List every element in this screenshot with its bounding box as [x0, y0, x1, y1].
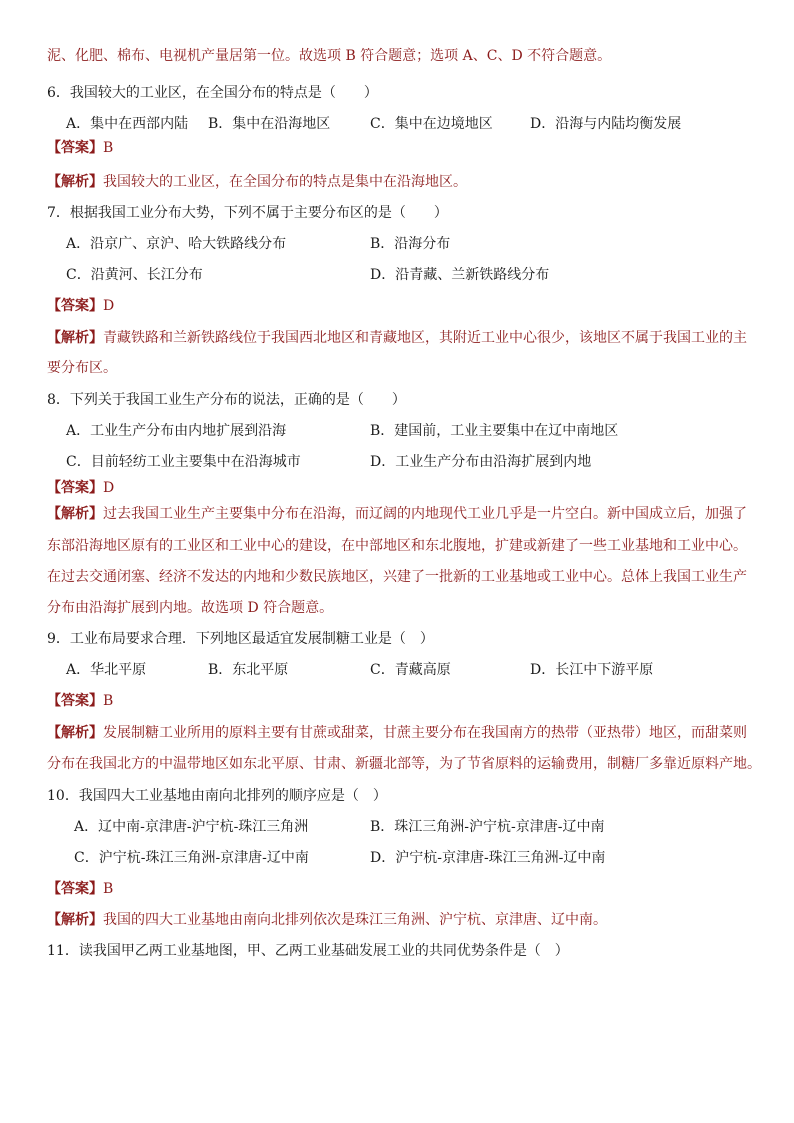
analysis-label: 【解析】 — [47, 330, 103, 346]
question-9-option-d: D．长江中下游平原 — [530, 662, 654, 678]
question-6-option-b: B．集中在沿海地区 — [208, 116, 331, 132]
question-6-stem: 6．我国较大的工业区，在全国分布的特点是（ ） — [47, 85, 378, 101]
question-10-analysis — [47, 910, 757, 930]
answer-label: 【答案】 — [47, 298, 103, 314]
answer-value: B — [103, 693, 114, 709]
question-7-analysis-cont: 要分布区。 — [47, 360, 117, 376]
answer-label: 【答案】 — [47, 693, 103, 709]
answer-label: 【答案】 — [47, 140, 103, 156]
question-9-option-a: A．华北平原 — [66, 662, 147, 678]
answer-label: 【答案】 — [47, 480, 103, 496]
question-7-option-a: A．沿京广、京沪、哈大铁路线分布 — [66, 236, 287, 252]
question-7-option-c: C．沿黄河、长江分布 — [66, 267, 203, 283]
analysis-label: 【解析】 — [47, 725, 103, 741]
question-8-option-d: D．工业生产分布由沿海扩展到内地 — [370, 454, 592, 470]
question-7-option-d: D．沿青藏、兰新铁路线分布 — [370, 267, 550, 283]
analysis-text: 我国较大的工业区，在全国分布的特点是集中在沿海地区。 — [103, 174, 467, 190]
question-10-stem: 10．我国四大工业基地由南向北排列的顺序应是（ ） — [47, 788, 387, 804]
analysis-text: 过去我国工业生产主要集中分布在沿海，而辽阔的内地现代工业几乎是一片空白。新中国成立后，加强了 — [103, 506, 747, 522]
question-6-analysis — [47, 172, 757, 192]
question-9-analysis — [47, 723, 757, 743]
answer-value: D — [103, 480, 115, 496]
question-8-option-b: B．建国前，工业主要集中在辽中南地区 — [370, 423, 619, 439]
answer-value: B — [103, 881, 114, 897]
question-9-stem: 9．工业布局要求合理．下列地区最适宜发展制糖工业是（ ） — [47, 631, 434, 647]
question-9-analysis-cont: 分布在我国北方的中温带地区如东北平原、甘肃、新疆北部等，为了节省原料的运输费用，制糖厂多靠近原料产地。 — [47, 756, 761, 772]
question-8-answer — [47, 478, 757, 498]
question-6-option-a: A．集中在西部内陆 — [66, 116, 189, 132]
question-8-option-c: C．目前轻纺工业主要集中在沿海城市 — [66, 454, 301, 470]
analysis-text: 青藏铁路和兰新铁路线位于我国西北地区和青藏地区，其附近工业中心很少，该地区不属于我国工业的主 — [103, 330, 747, 346]
question-8-analysis-cont-2: 在过去交通闭塞、经济不发达的内地和少数民族地区，兴建了一批新的工业基地或工业中心。总体上我国工业生产 — [47, 569, 747, 585]
analysis-label: 【解析】 — [47, 174, 103, 190]
question-8-stem: 8．下列关于我国工业生产分布的说法，正确的是（ ） — [47, 392, 406, 408]
question-7-stem: 7．根据我国工业分布大势，下列不属于主要分布区的是（ ） — [47, 205, 448, 221]
analysis-text: 我国的四大工业基地由南向北排列依次是珠江三角洲、沪宁杭、京津唐、辽中南。 — [103, 912, 607, 928]
question-8-option-a: A．工业生产分布由内地扩展到沿海 — [66, 423, 287, 439]
analysis-text: 发展制糖工业所用的原料主要有甘蔗或甜菜，甘蔗主要分布在我国南方的热带（亚热带）地区，而甜菜则 — [103, 725, 747, 741]
analysis-label: 【解析】 — [47, 506, 103, 522]
question-8-analysis-cont-3: 分布由沿海扩展到内地。故选项 D 符合题意。 — [47, 600, 334, 616]
question-10-answer — [47, 879, 757, 899]
answer-value: B — [103, 140, 114, 156]
question-9-answer — [47, 691, 757, 711]
question-6-answer — [47, 138, 757, 158]
question-10-option-a: A．辽中南-京津唐-沪宁杭-珠江三角洲 — [74, 819, 309, 835]
analysis-label: 【解析】 — [47, 912, 103, 928]
question-8-analysis-cont-1: 东部沿海地区原有的工业区和工业中心的建设，在中部地区和东北腹地，扩建或新建了一些工业基地和工业中心。 — [47, 538, 747, 554]
question-7-answer — [47, 296, 757, 316]
question-10-option-c: C．沪宁杭-珠江三角洲-京津唐-辽中南 — [74, 850, 309, 866]
question-9-option-b: B．东北平原 — [208, 662, 289, 678]
question-10-option-b: B．珠江三角洲-沪宁杭-京津唐-辽中南 — [370, 819, 605, 835]
question-6-option-d: D．沿海与内陆均衡发展 — [530, 116, 682, 132]
question-7-analysis — [47, 328, 757, 348]
question-8-analysis — [47, 504, 757, 524]
carryover-analysis-line: 泥、化肥、棉布、电视机产量居第一位。故选项 B 符合题意；选项 A、C、D 不符合题意。 — [47, 48, 612, 64]
question-11-stem: 11．读我国甲乙两工业基地图，甲、乙两工业基础发展工业的共同优势条件是（ ） — [47, 943, 569, 959]
question-10-option-d: D．沪宁杭-京津唐-珠江三角洲-辽中南 — [370, 850, 606, 866]
question-9-option-c: C．青藏高原 — [370, 662, 451, 678]
question-6-option-c: C．集中在边境地区 — [370, 116, 493, 132]
answer-value: D — [103, 298, 115, 314]
question-7-option-b: B．沿海分布 — [370, 236, 451, 252]
answer-label: 【答案】 — [47, 881, 103, 897]
